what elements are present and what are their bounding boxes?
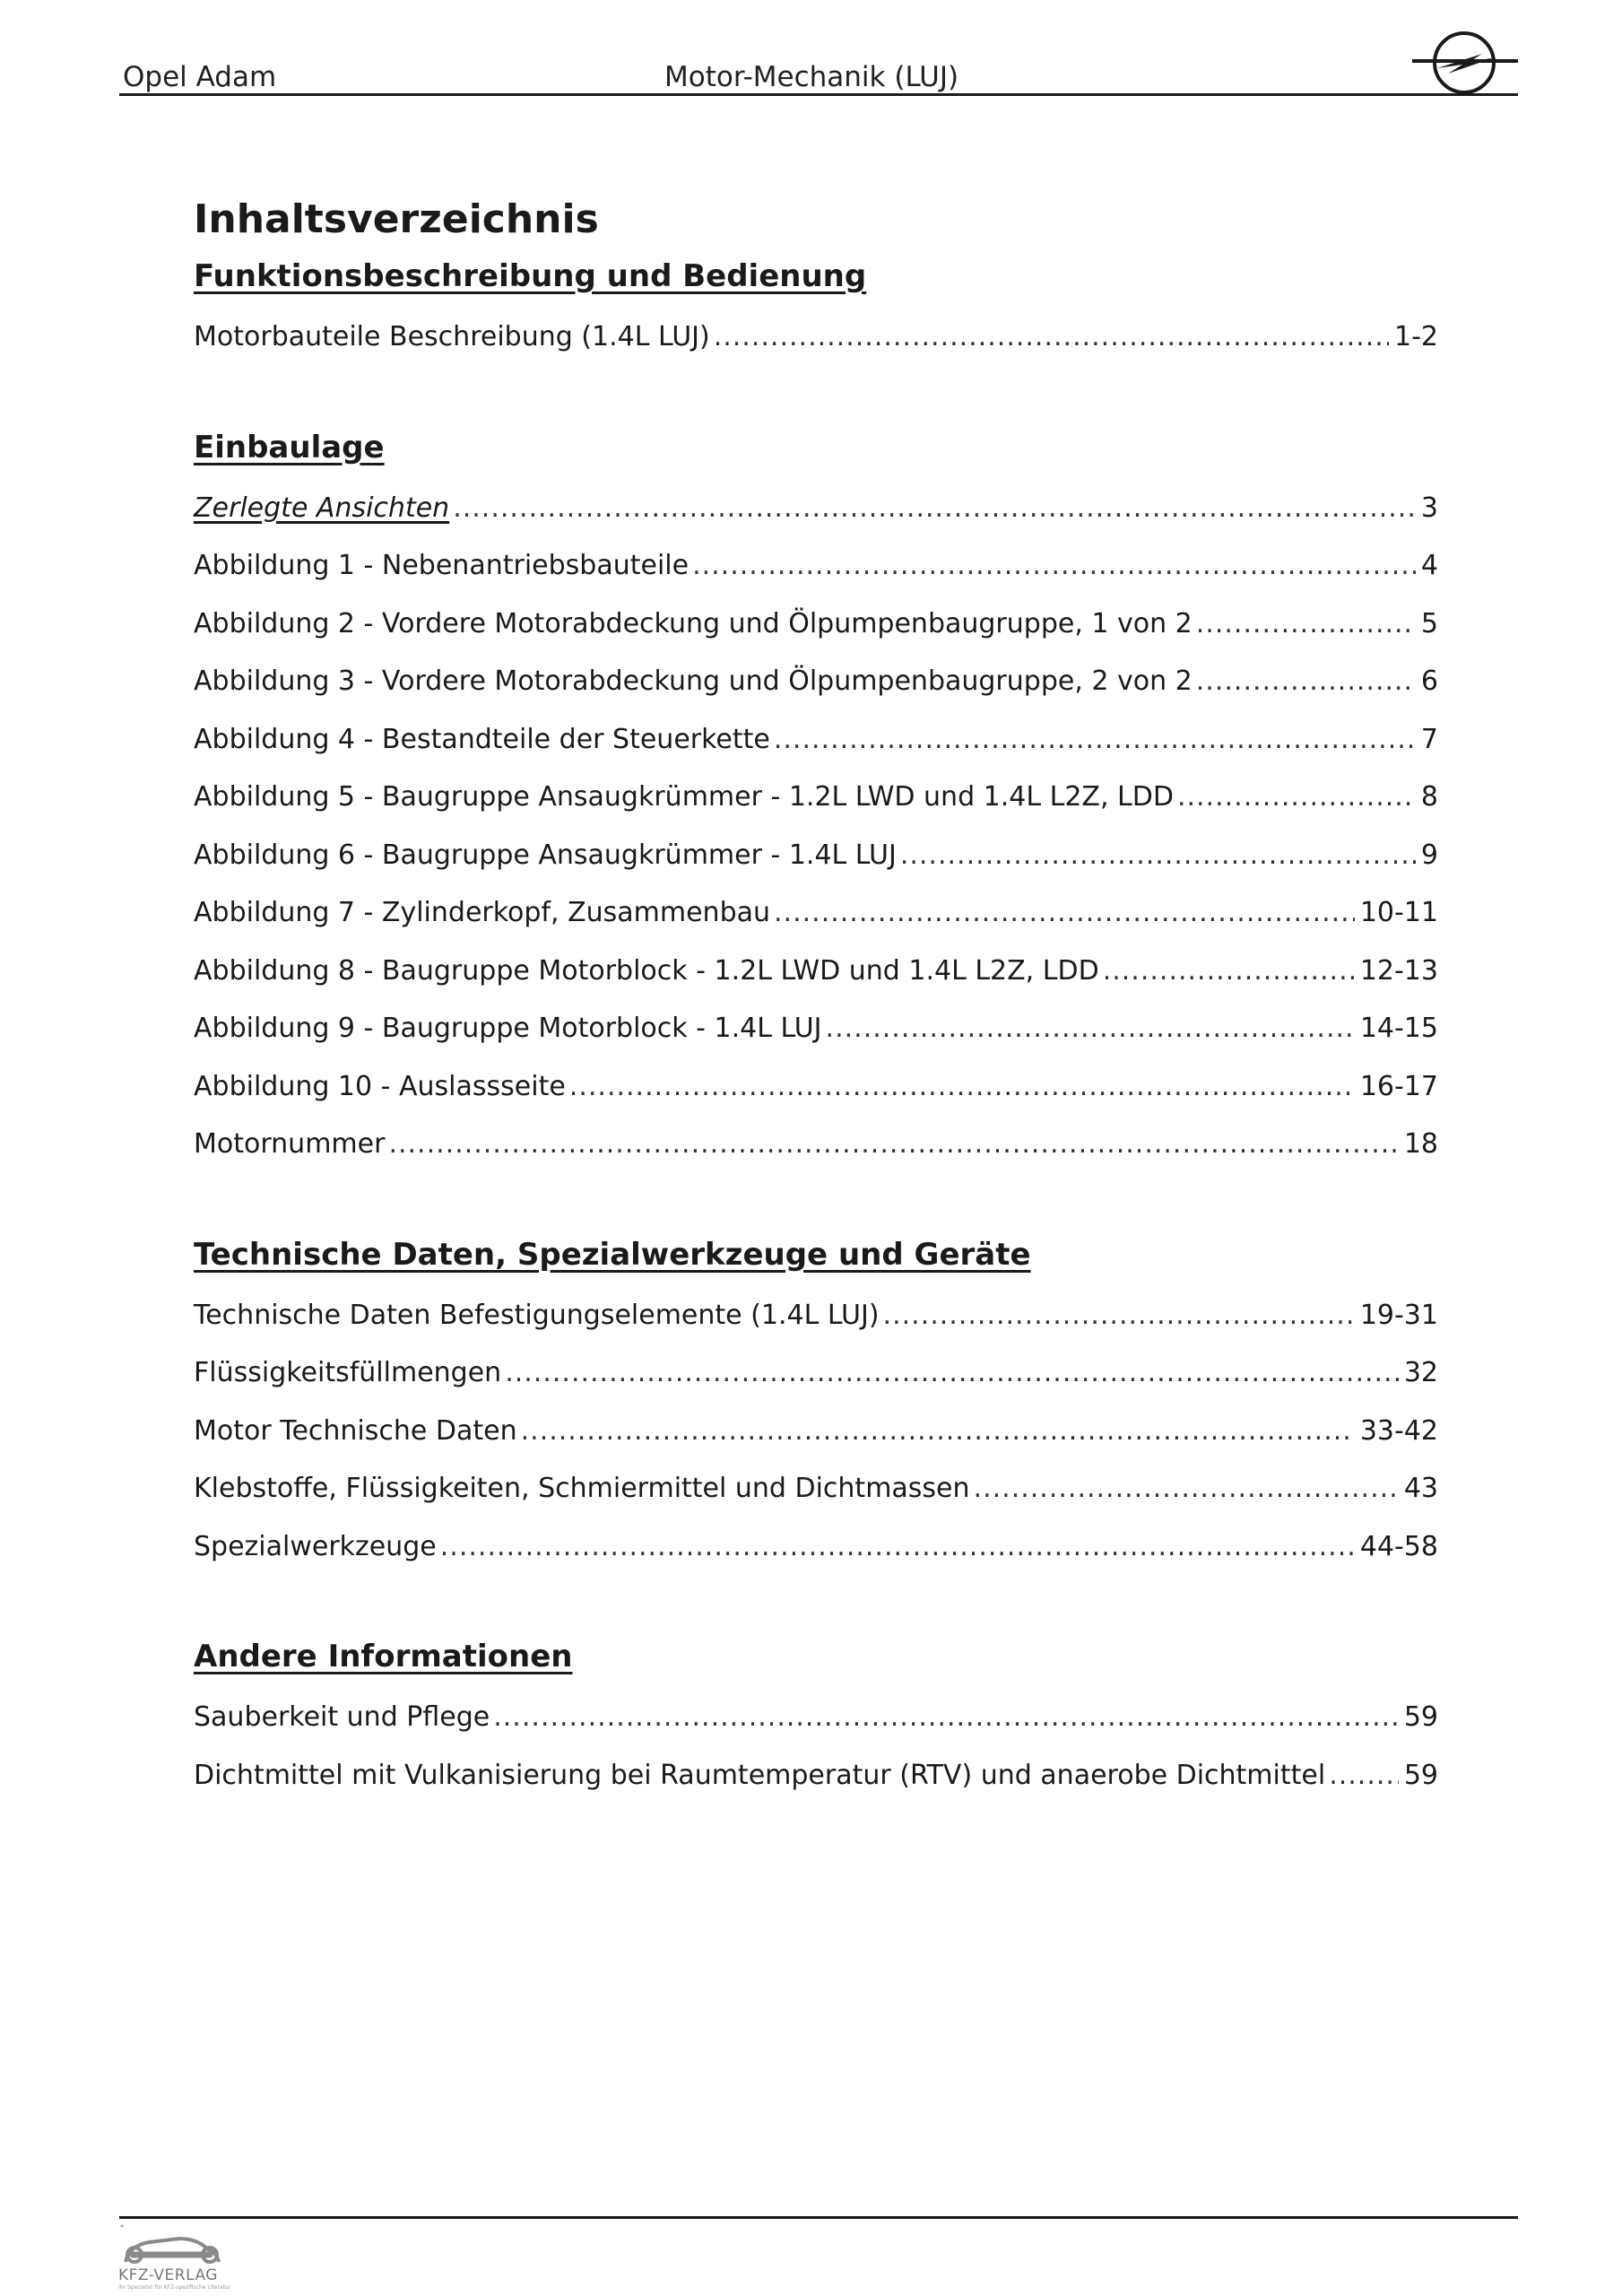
toc-entry-page: 59 xyxy=(1403,1701,1438,1733)
dot-leader xyxy=(1103,943,1355,1001)
toc-entry[interactable] xyxy=(194,827,1438,885)
dot-leader xyxy=(900,827,1416,885)
toc-entry-label: Motornummer xyxy=(194,1128,386,1160)
toc-entry[interactable] xyxy=(194,1460,1438,1518)
toc-entry-page: 5 xyxy=(1420,607,1438,639)
toc-entry-page: 16-17 xyxy=(1359,1070,1438,1102)
toc-entry[interactable] xyxy=(194,1058,1438,1117)
toc-entry-page: 43 xyxy=(1403,1473,1438,1504)
toc-title: Inhaltsverzeichnis xyxy=(194,196,599,242)
toc-entry-page: 9 xyxy=(1420,839,1438,871)
toc-entry-page: 59 xyxy=(1403,1759,1438,1791)
toc-entry-page: 18 xyxy=(1403,1128,1438,1160)
dot-leader xyxy=(1177,769,1416,827)
toc-entry-label: Klebstoffe, Flüssigkeiten, Schmiermittel und Dichtmassen xyxy=(194,1473,970,1504)
toc-entry-page: 32 xyxy=(1403,1357,1438,1388)
toc-entry[interactable] xyxy=(194,711,1438,770)
toc-entry[interactable] xyxy=(194,1344,1438,1403)
table-of-contents xyxy=(194,190,1438,1805)
dot-leader xyxy=(774,884,1355,943)
header-vehicle: Opel Adam xyxy=(123,61,277,93)
dot-leader xyxy=(883,1287,1355,1345)
footer-logo-text: KFZ-VERLAG xyxy=(118,2266,218,2284)
toc-entry[interactable] xyxy=(194,1689,1438,1747)
section-heading: Funktionsbeschreibung und Bedienung xyxy=(194,258,867,294)
section-heading: Einbaulage xyxy=(194,429,385,465)
opel-blitz-icon xyxy=(1412,27,1518,97)
toc-entry-page: 14-15 xyxy=(1359,1013,1438,1044)
toc-entry-page: 33-42 xyxy=(1359,1414,1438,1447)
toc-entry-page: 1-2 xyxy=(1394,321,1438,352)
toc-entry-label: Sauberkeit und Pflege xyxy=(194,1701,490,1733)
toc-entry-page: 6 xyxy=(1420,665,1438,697)
dot-leader xyxy=(453,480,1416,538)
dot-leader xyxy=(493,1689,1399,1747)
toc-entry[interactable] xyxy=(194,943,1438,1001)
dot-leader xyxy=(569,1058,1355,1117)
toc-entry-page: 10-11 xyxy=(1359,897,1438,928)
toc-entry[interactable] xyxy=(194,1518,1438,1577)
toc-entry-page: 19-31 xyxy=(1359,1299,1438,1331)
footer-divider xyxy=(119,2216,1518,2219)
dot-leader xyxy=(1196,596,1416,654)
toc-entry[interactable] xyxy=(194,1403,1438,1461)
toc-entry[interactable] xyxy=(194,769,1438,827)
dot-leader xyxy=(505,1344,1399,1403)
toc-entry-label: Abbildung 2 - Vordere Motorabdeckung und Ölpumpenbaugruppe, 1 von 2 xyxy=(194,607,1193,639)
toc-entry-label: Dichtmittel mit Vulkanisierung bei Raumtemperatur (RTV) und anaerobe Dichtmittel xyxy=(194,1759,1326,1791)
toc-entry-page: 44-58 xyxy=(1359,1530,1438,1562)
toc-entry[interactable] xyxy=(194,1747,1438,1805)
header-divider xyxy=(119,93,1518,96)
toc-entry-page: 7 xyxy=(1420,723,1438,755)
toc-entry-page: 12-13 xyxy=(1359,954,1438,987)
toc-entry-label: Abbildung 4 - Bestandteile der Steuerkette xyxy=(194,723,770,755)
toc-entry-page: 4 xyxy=(1420,550,1438,581)
dot-leader xyxy=(440,1518,1355,1577)
toc-entry-label: Abbildung 1 - Nebenantriebsbauteile xyxy=(194,550,690,581)
dot-leader xyxy=(521,1403,1355,1461)
toc-entry-label: Technische Daten Befestigungselemente (1.4L LUJ) xyxy=(194,1299,880,1331)
dot-leader xyxy=(1329,1747,1399,1805)
footer-tagline: Ihr Spezialist für KFZ-spezifische Literatur xyxy=(118,2284,231,2291)
toc-entry[interactable] xyxy=(194,596,1438,654)
dot-leader xyxy=(774,711,1416,770)
toc-entry[interactable] xyxy=(194,653,1438,711)
toc-entry[interactable] xyxy=(194,480,1438,538)
dot-leader xyxy=(692,537,1416,596)
toc-entry[interactable] xyxy=(194,1287,1438,1345)
toc-entry[interactable] xyxy=(194,537,1438,596)
toc-entry-label: Abbildung 3 - Vordere Motorabdeckung und Ölpumpenbaugruppe, 2 von 2 xyxy=(194,665,1193,697)
toc-entry-label: Abbildung 9 - Baugruppe Motorblock - 1.4L LUJ xyxy=(194,1013,822,1044)
dot-leader xyxy=(974,1460,1399,1518)
toc-entry-page: 8 xyxy=(1420,781,1438,813)
page-header xyxy=(119,56,1518,95)
toc-entry[interactable] xyxy=(194,1000,1438,1058)
dot-leader xyxy=(714,309,1389,367)
dot-leader xyxy=(388,1116,1398,1174)
toc-entry-label: Flüssigkeitsfüllmengen xyxy=(194,1357,502,1388)
toc-entry-label: Abbildung 7 - Zylinderkopf, Zusammenbau xyxy=(194,897,771,928)
toc-entry-label: Motorbauteile Beschreibung (1.4L LUJ) xyxy=(194,321,710,352)
toc-section-function xyxy=(194,249,1438,367)
toc-section-installation xyxy=(194,421,1438,1174)
toc-entry-label: Abbildung 6 - Baugruppe Ansaugkrümmer - 1.4L LUJ xyxy=(194,839,897,871)
section-heading: Andere Informationen xyxy=(194,1639,573,1674)
dot-leader xyxy=(1196,653,1416,711)
toc-entry-label: Motor Technische Daten xyxy=(194,1414,517,1447)
section-heading: Technische Daten, Spezialwerkzeuge und Geräte xyxy=(194,1236,1031,1273)
toc-section-technical-data xyxy=(194,1228,1438,1577)
toc-entry-label: Spezialwerkzeuge xyxy=(194,1530,437,1562)
toc-entry-label[interactable]: Zerlegte Ansichten xyxy=(194,491,450,524)
dot-leader xyxy=(826,1000,1355,1058)
toc-entry[interactable] xyxy=(194,884,1438,943)
toc-entry-label: Abbildung 8 - Baugruppe Motorblock - 1.2L LWD und 1.4L L2Z, LDD xyxy=(194,954,1099,987)
toc-entry[interactable] xyxy=(194,309,1438,367)
toc-entry-label: Abbildung 5 - Baugruppe Ansaugkrümmer - 1.2L LWD und 1.4L L2Z, LDD xyxy=(194,781,1174,813)
header-document-title: Motor-Mechanik (LUJ) xyxy=(664,61,959,93)
toc-section-other-info xyxy=(194,1630,1438,1805)
toc-entry[interactable] xyxy=(194,1116,1438,1174)
toc-entry-page: 3 xyxy=(1420,491,1438,524)
toc-entry-label: Abbildung 10 - Auslassseite xyxy=(194,1070,566,1102)
